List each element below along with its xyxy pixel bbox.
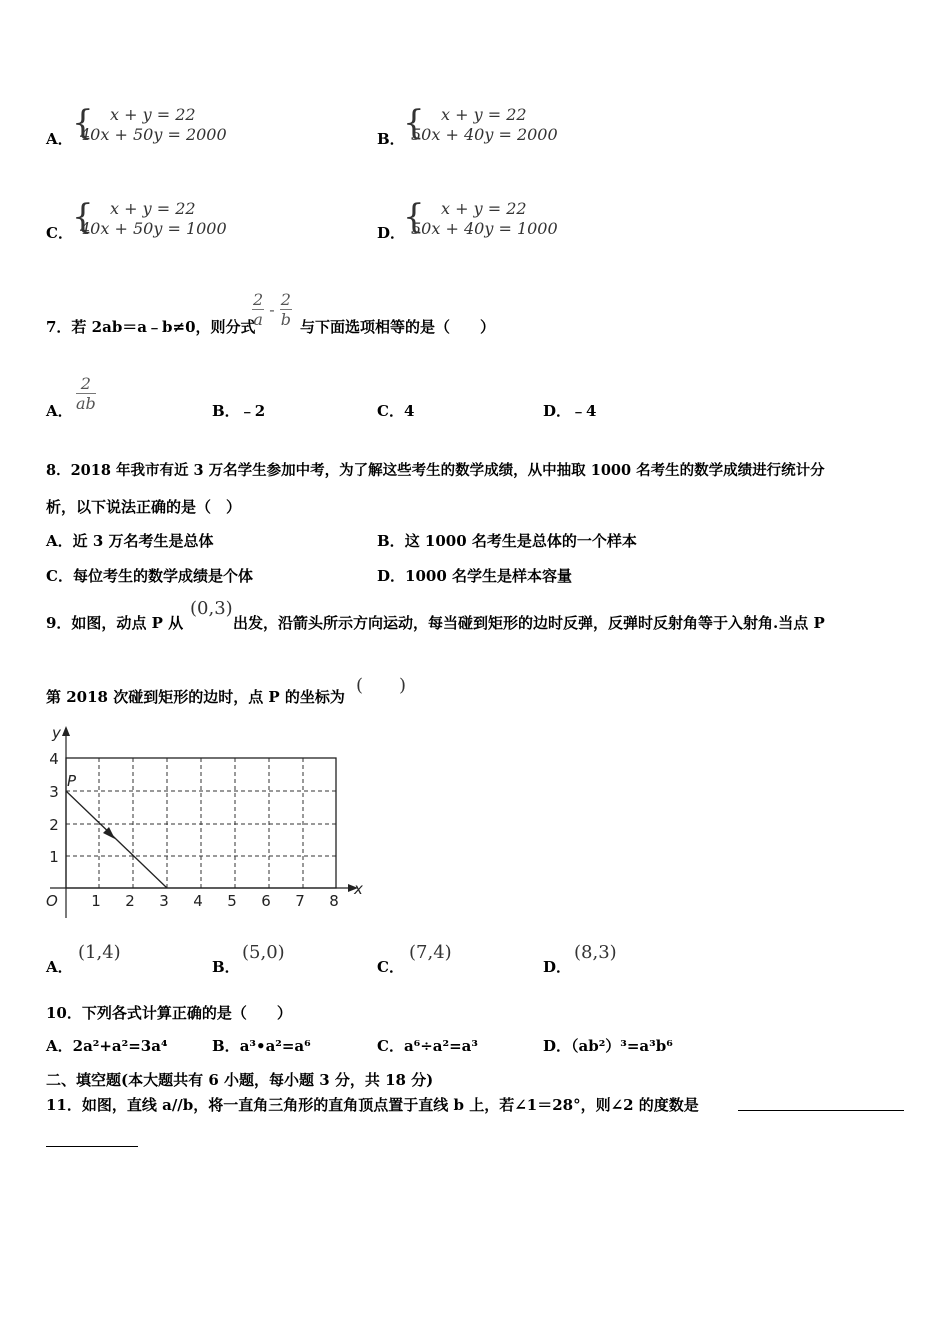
- option-label: C．: [377, 1037, 404, 1055]
- q7-option-a-label: A．: [46, 402, 73, 420]
- q7-option-d: [543, 400, 596, 421]
- equation-line: x + y = 22: [110, 105, 196, 124]
- option-text: 近 3 万名考生是总体: [72, 532, 214, 550]
- y-tick-label: 1: [49, 848, 59, 866]
- option-text: 这 1000 名考生是总体的一个样本: [404, 532, 637, 550]
- q6-option-b-label: B．: [377, 130, 405, 148]
- option-text: 1000 名学生是样本容量: [405, 567, 572, 585]
- q6-option-b-system: [403, 104, 623, 146]
- y-axis-arrow-icon: [62, 726, 70, 736]
- q8-line1: 8．2018 年我市有近 3 万名学生参加中考，为了解这些考生的数学成绩，从中抽取 1000 名考生的数学成绩进行统计分: [46, 462, 825, 479]
- fraction-numerator: 2: [253, 290, 264, 309]
- equation-line: 50x + 40y = 1000: [411, 219, 558, 238]
- x-tick-label: 5: [227, 892, 237, 910]
- q6-option-a-label: A．: [46, 130, 73, 148]
- option-label: D．: [543, 402, 572, 420]
- y-axis-label: y: [52, 724, 61, 742]
- q8-option-c: [46, 565, 253, 586]
- q9-start-point: (0,3): [190, 598, 233, 619]
- y-tick-labels: [49, 750, 59, 866]
- equation-line: 40x + 50y = 2000: [80, 125, 227, 144]
- x-tick-labels: [91, 892, 339, 910]
- equation-line: 50x + 40y = 2000: [411, 125, 558, 144]
- q7-option-c: [377, 400, 414, 421]
- option-label: D．: [377, 567, 406, 585]
- y-tick-label: 3: [49, 783, 59, 801]
- q9-suffix: 出发，沿箭头所示方向运动，每当碰到矩形的边时反弹，反弹时反射角等于入射角.当点 P: [233, 614, 825, 632]
- q9-option-d-label: D．: [543, 958, 572, 976]
- q8-option-b: [377, 530, 637, 551]
- q9-answer-paren: ( ): [356, 675, 407, 696]
- q11-answer-blank[interactable]: [738, 1110, 904, 1111]
- option-text: ﹣4: [571, 402, 597, 420]
- brace-icon: {: [72, 103, 94, 143]
- q9-option-b-value: (5,0): [242, 942, 285, 963]
- x-tick-label: 4: [193, 892, 203, 910]
- y-tick-label: 2: [49, 816, 59, 834]
- option-label: B．: [212, 1037, 240, 1055]
- option-label: B．: [212, 402, 240, 420]
- point-p-label: P: [67, 772, 77, 790]
- q10-option-a: [46, 1035, 168, 1056]
- x-tick-label: 3: [159, 892, 169, 910]
- x-tick-label: 6: [261, 892, 271, 910]
- q10-option-d: [543, 1035, 673, 1056]
- option-label: A．: [46, 1037, 73, 1055]
- q6-option-a-system: [72, 104, 292, 146]
- option-text: a⁶÷a²=a³: [403, 1037, 478, 1055]
- q6-option-d-label: D．: [377, 224, 406, 242]
- q8-option-d: [377, 565, 572, 586]
- q9-option-c-value: (7,4): [409, 942, 452, 963]
- option-text: a³•a²=a⁶: [239, 1037, 311, 1055]
- path-line: [66, 791, 167, 888]
- origin-label: O: [46, 892, 58, 910]
- option-label: C．: [46, 567, 73, 585]
- option-text: 每位考生的数学成绩是个体: [72, 567, 253, 585]
- fraction-denominator: ab: [76, 394, 96, 413]
- q10-option-b: [212, 1035, 311, 1056]
- q11-text: 11．如图，直线 a//b，将一直角三角形的直角顶点置于直线 b 上，若∠1＝28°，则∠2 的度数是: [46, 1096, 699, 1114]
- option-label: A．: [46, 532, 73, 550]
- q10-option-c: [377, 1035, 478, 1056]
- q9-line2: 第 2018 次碰到矩形的边时，点 P 的坐标为: [46, 688, 345, 706]
- fraction-2-over-ab: [76, 374, 96, 413]
- x-tick-label: 8: [329, 892, 339, 910]
- fraction-numerator: 2: [280, 290, 291, 309]
- q8-line2: 析，以下说法正确的是（ ）: [46, 498, 242, 516]
- y-tick-label: 4: [49, 750, 59, 768]
- q8-option-a: [46, 530, 214, 551]
- q10-text: 10．下列各式计算正确的是（ ）: [46, 1004, 292, 1022]
- q9-option-c-label: C．: [377, 958, 404, 976]
- brace-icon: {: [403, 103, 425, 143]
- equation-line: x + y = 22: [441, 105, 527, 124]
- q9-prefix: 9．如图，动点 P 从: [46, 614, 184, 632]
- q9-option-b-label: B．: [212, 958, 240, 976]
- option-text: 2a²+a²=3a⁴: [72, 1037, 168, 1055]
- option-label: C．: [377, 402, 404, 420]
- option-text: 4: [403, 402, 415, 420]
- section2-title: 二、填空题(本大题共有 6 小题，每小题 3 分，共 18 分): [46, 1071, 434, 1089]
- x-tick-label: 7: [295, 892, 305, 910]
- q11-answer-blank-continued[interactable]: [46, 1146, 138, 1147]
- q9-option-a-value: (1,4): [78, 942, 121, 963]
- q7-option-b: [212, 400, 265, 421]
- q7-fraction-expression: [252, 290, 292, 329]
- fraction-denominator: a: [253, 310, 263, 329]
- fraction-2-over-b: [280, 290, 292, 329]
- equation-line: x + y = 22: [441, 199, 527, 218]
- option-label: B．: [377, 532, 405, 550]
- q6-option-d-system: [403, 198, 623, 240]
- brace-icon: {: [72, 197, 94, 237]
- x-axis-label: x: [354, 880, 363, 898]
- x-tick-label: 1: [91, 892, 101, 910]
- option-text: （ab²）³=a³b⁶: [571, 1037, 673, 1055]
- option-text: ﹣2: [239, 402, 266, 420]
- q9-option-d-value: (8,3): [574, 942, 617, 963]
- q7-suffix: 与下面选项相等的是（ ）: [300, 318, 496, 336]
- fraction-denominator: b: [280, 310, 291, 329]
- x-tick-label: 2: [125, 892, 135, 910]
- q6-option-c-label: C．: [46, 224, 73, 242]
- equation-line: 40x + 50y = 1000: [80, 219, 227, 238]
- q7-prefix: 7．若 2ab＝a﹣b≠0，则分式: [46, 318, 256, 336]
- fraction-numerator: 2: [76, 374, 96, 394]
- option-label: D．: [543, 1037, 572, 1055]
- equation-line: x + y = 22: [110, 199, 196, 218]
- q9-figure: [40, 722, 370, 918]
- brace-icon: {: [403, 197, 425, 237]
- q7-option-a-fraction: [76, 374, 96, 413]
- q9-option-a-label: A．: [46, 958, 73, 976]
- minus-sign: -: [269, 300, 275, 319]
- q6-option-c-system: [72, 198, 292, 240]
- fraction-2-over-a: [252, 290, 264, 329]
- grid-lines: [66, 758, 336, 888]
